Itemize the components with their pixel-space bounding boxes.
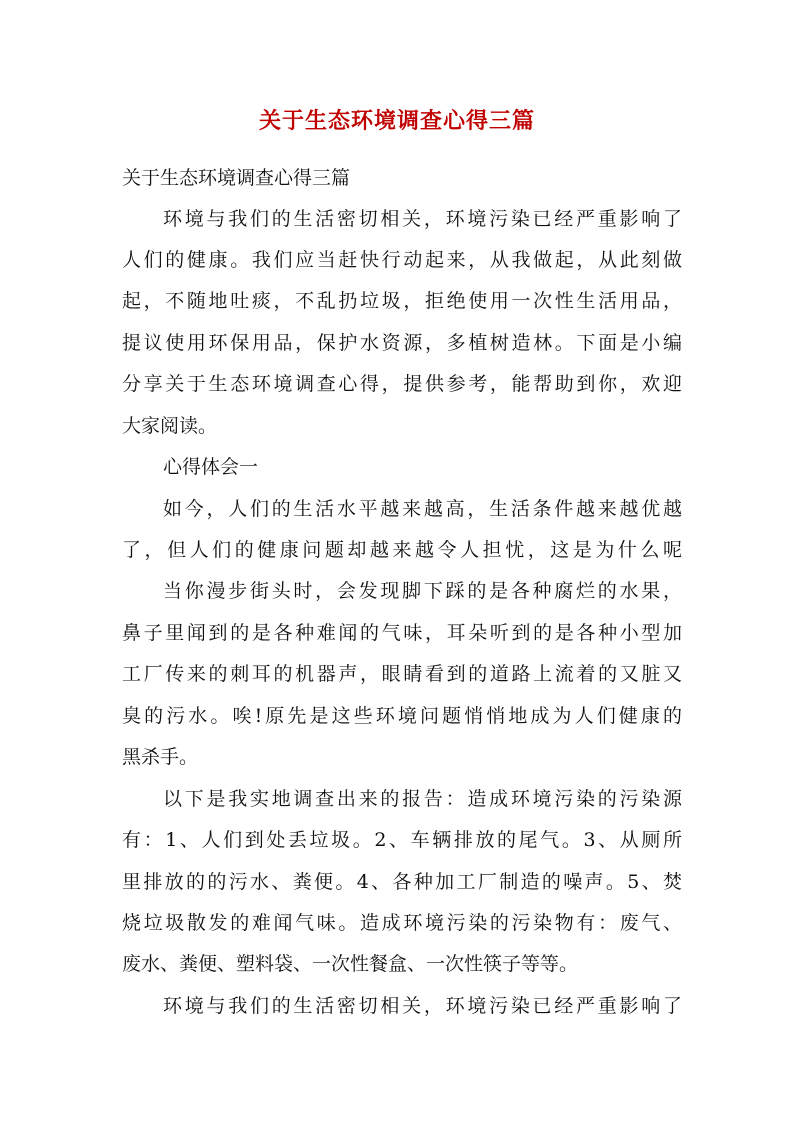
paragraph-line: 以下是我实地调查出来的报告：造成环境污染的污染源 bbox=[163, 788, 682, 810]
paragraph-line: 大家阅读。 bbox=[122, 415, 218, 437]
paragraph-line: 废水、粪便、塑料袋、一次性餐盒、一次性筷子等等。 bbox=[122, 953, 579, 975]
paragraph-line: 起，不随地吐痰，不乱扔垃圾，拒绝使用一次性生活用品， bbox=[122, 290, 682, 312]
section-heading: 心得体会一 bbox=[163, 456, 259, 478]
paragraph-line: 黑杀手。 bbox=[122, 746, 199, 768]
paragraph-line: 臭的污水。唉!原先是这些环境问题悄悄地成为人们健康的 bbox=[122, 705, 682, 727]
document-title: 关于生态环境调查心得三篇 bbox=[258, 108, 535, 134]
paragraph-line: 当你漫步街头时，会发现脚下踩的是各种腐烂的水果， bbox=[163, 580, 682, 602]
paragraph-line: 有：1、人们到处丢垃圾。2、车辆排放的尾气。3、从厕所 bbox=[122, 829, 682, 851]
paragraph-line: 人们的健康。我们应当赶快行动起来，从我做起，从此刻做 bbox=[122, 249, 682, 271]
paragraph-line: 里排放的的污水、粪便。4、各种加工厂制造的噪声。5、焚 bbox=[122, 871, 682, 893]
subtitle-line: 关于生态环境调查心得三篇 bbox=[122, 167, 351, 189]
paragraph-line: 提议使用环保用品，保护水资源，多植树造林。下面是小编 bbox=[122, 332, 682, 354]
paragraph-line: 环境与我们的生活密切相关，环境污染已经严重影响了 bbox=[163, 995, 682, 1017]
paragraph-line: 环境与我们的生活密切相关，环境污染已经严重影响了 bbox=[163, 208, 682, 230]
paragraph-line: 鼻子里闻到的是各种难闻的气味，耳朵听到的是各种小型加 bbox=[122, 622, 682, 644]
paragraph-line: 工厂传来的刺耳的机器声，眼睛看到的道路上流着的又脏又 bbox=[122, 663, 682, 685]
paragraph-line: 分享关于生态环境调查心得，提供参考，能帮助到你，欢迎 bbox=[122, 373, 682, 395]
paragraph-line: 烧垃圾散发的难闻气味。造成环境污染的污染物有：废气、 bbox=[122, 912, 682, 934]
paragraph-line: 了，但人们的健康问题却越来越令人担忧，这是为什么呢 bbox=[122, 539, 682, 561]
paragraph-line: 如今，人们的生活水平越来越高，生活条件越来越优越 bbox=[163, 498, 682, 520]
